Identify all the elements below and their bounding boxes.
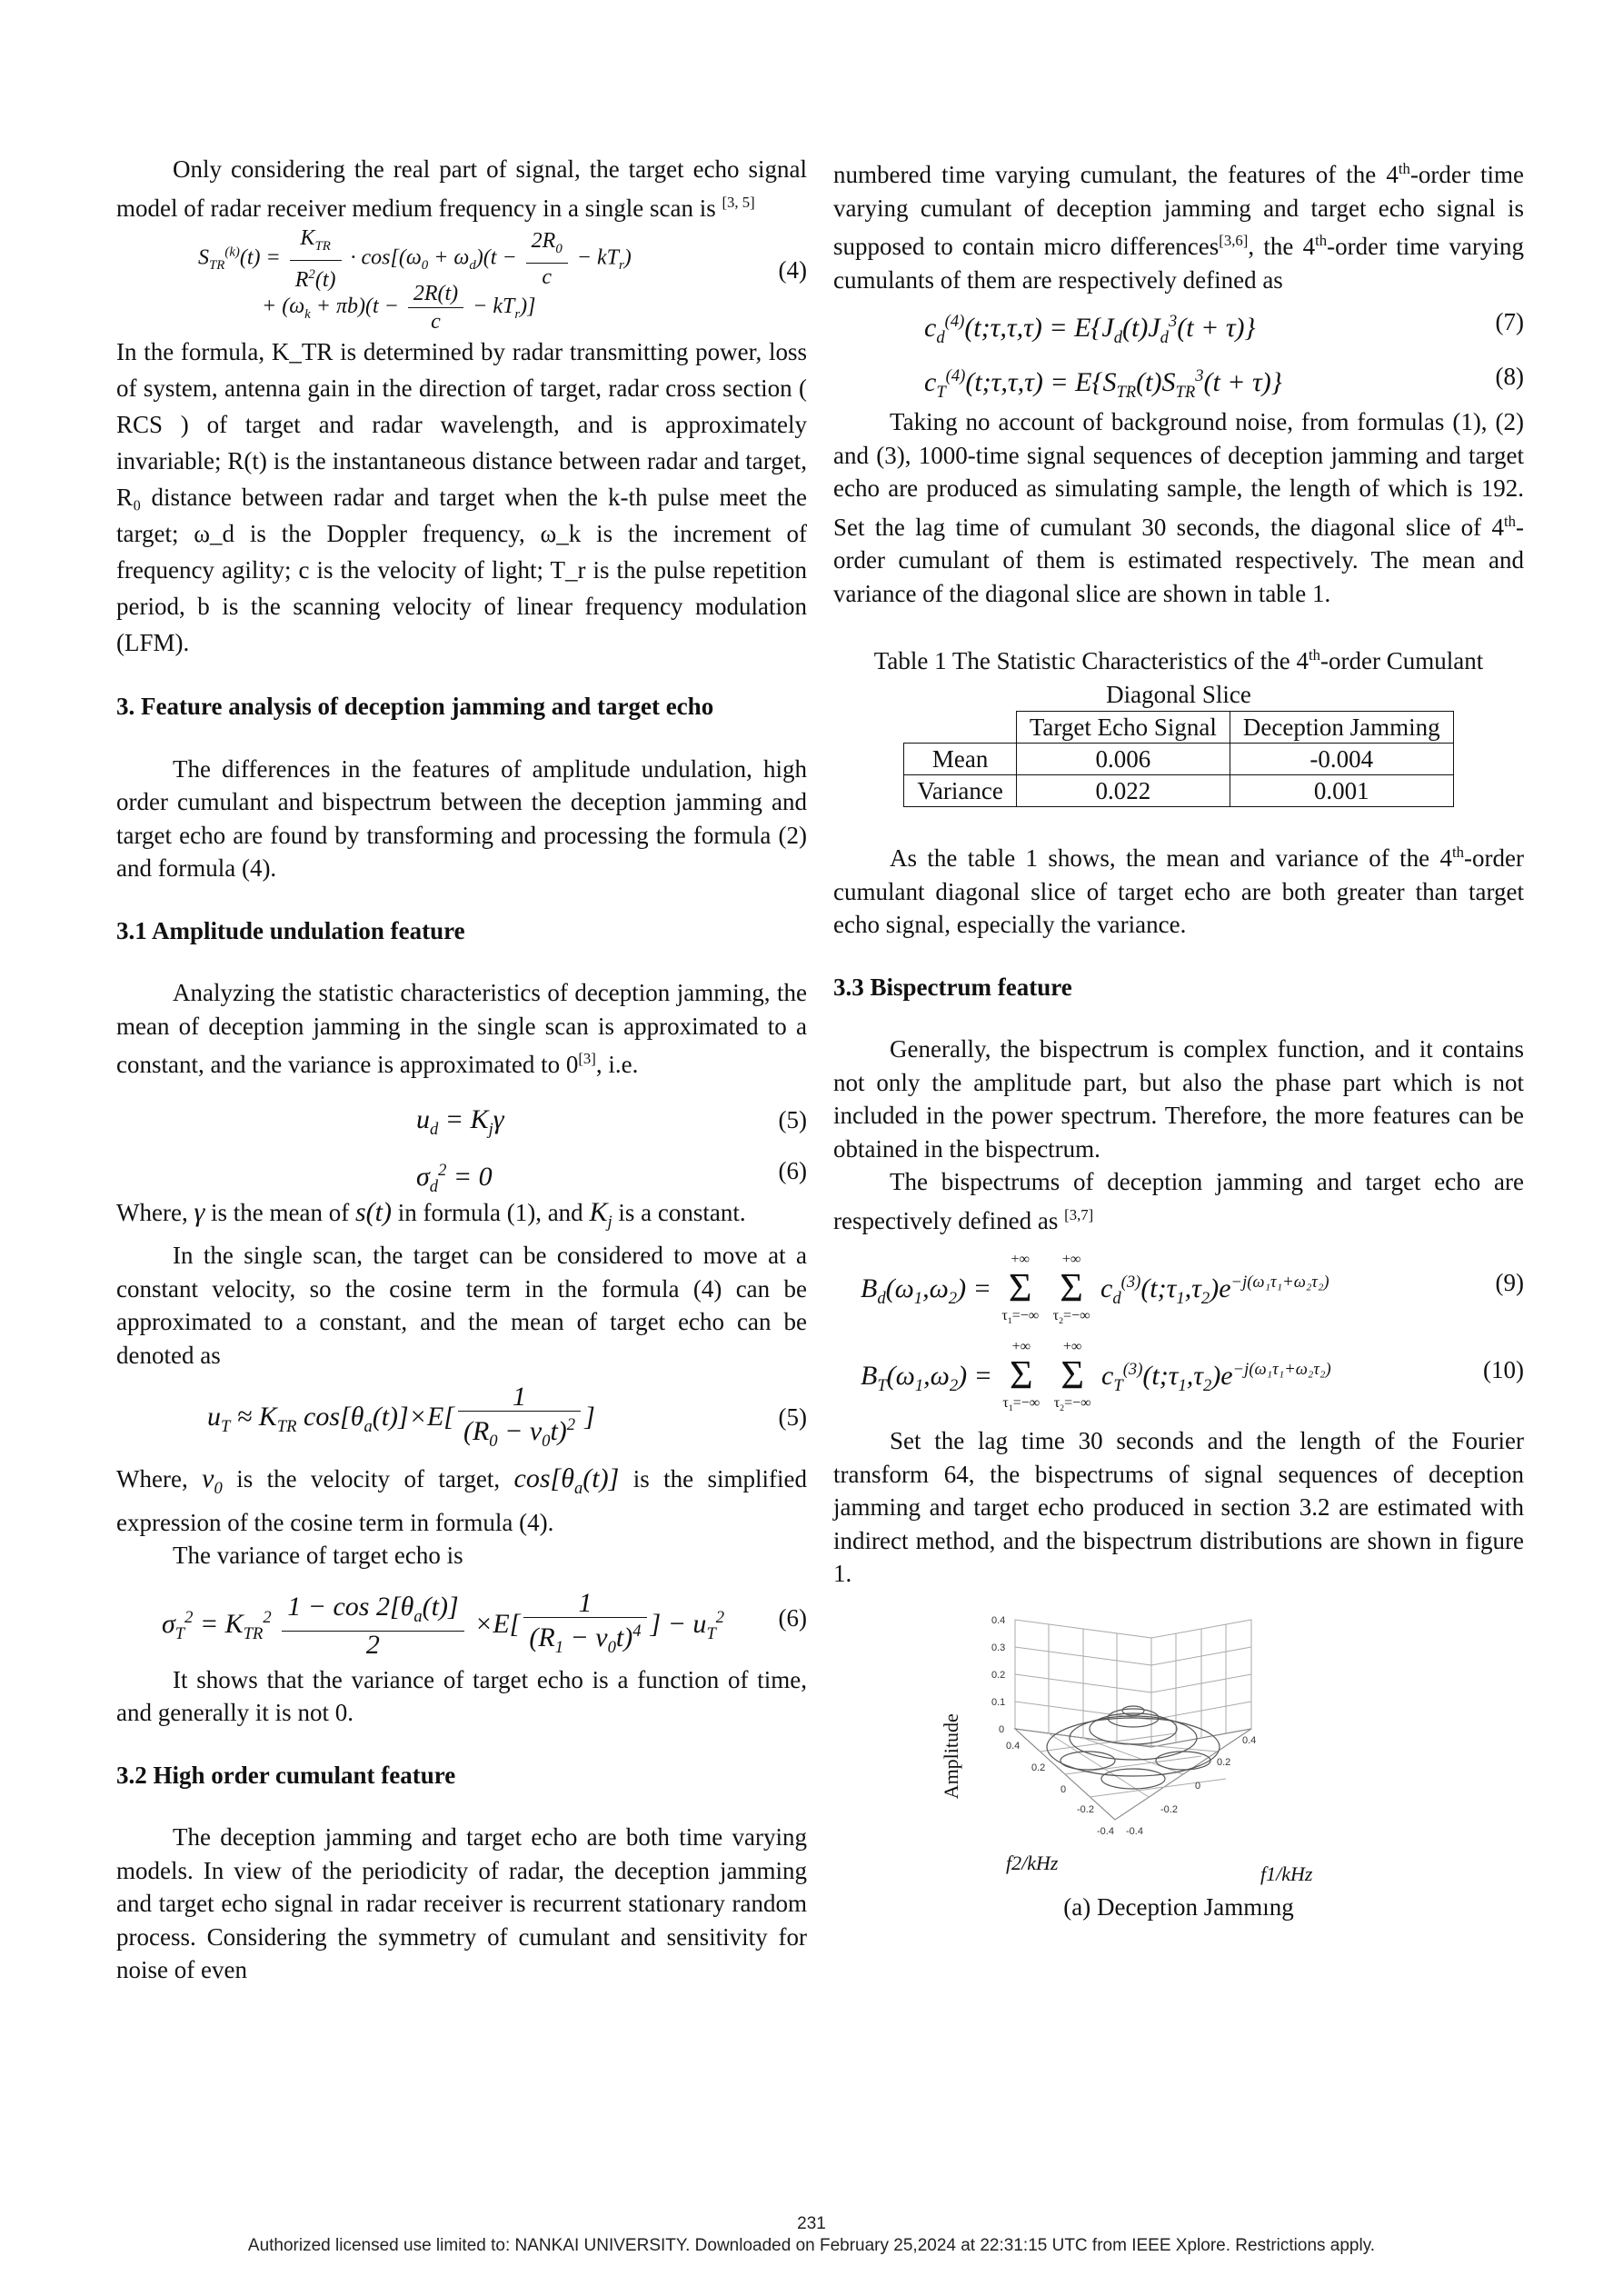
paragraph-signal-model: Only considering the real part of signal, the target echo signal model of radar receiver medium frequency in a single scan is [3, 5] [116, 155, 807, 222]
svg-text:-0.2: -0.2 [1077, 1803, 1094, 1815]
equation-5a: $u_d = K_j\gamma$ (5) [416, 1103, 807, 1139]
paragraph-bispectrum-estimation: Set the lag time 30 seconds and the length of the Fourier transform 64, the bispectrums of signal sequences of deception jamming and target echo produced in section 3.2 are estimated with indirect method, and the bispectrum distributions are shown in figure 1. [833, 1427, 1524, 1587]
svg-text:-0.4: -0.4 [1126, 1825, 1143, 1837]
equation-8: $c_T^{(4)}(t;\tau,\tau,\tau) = E\{S_{TR}(t)S_{TR}^3(t + \tau)\}$ (8) [924, 363, 1524, 402]
equation-7: $c_d^{(4)}(t;\tau,\tau,\tau) = E\{J_d(t)J_d^3(t + \tau)\}$ (7) [924, 308, 1524, 347]
svg-text:0: 0 [1195, 1780, 1201, 1792]
paragraph-where-velocity: Where, $v_0$ is the velocity of target, $\cos[\theta_a(t)]$ is the simplified expression of the cosine term in formula (4). [116, 1463, 808, 1536]
equation-6a: $\sigma_d^2 = 0$ (6) [416, 1156, 807, 1196]
equation-4-number: (4) [778, 256, 807, 284]
equation-4-line1: $S_{TR}^{(k)}(t)$ = $\frac{K_{TR}}{R^2(t)}$ · $\cos[(\omega_0 + \omega_d)(t$ − $\frac{2R_0}{c}$ − $kT_r$) [198, 226, 632, 292]
svg-text:0.3: 0.3 [991, 1642, 1006, 1653]
left-column [116, 153, 807, 1987]
equation-4 [116, 225, 807, 334]
paragraph-amplitude-analysis: Analyzing the statistic characteristics of deception jamming, the mean of deception jamming in the single scan is approximated to a constant, and the variance is approximated to 0[3], i.e. [116, 979, 807, 1078]
svg-text:-0.4: -0.4 [1097, 1825, 1114, 1837]
paragraph-bispectrum-definition: The bispectrums of deception jamming and target echo are respectively defined as [3,7] [833, 1168, 1524, 1234]
table-1 [903, 711, 1453, 807]
right-column [833, 153, 1524, 1923]
svg-text:0.2: 0.2 [1217, 1756, 1231, 1768]
paragraph-where-gamma: Where, γ is the mean of s(t) in formula (1), and $K_j$ is a constant. [116, 1196, 746, 1232]
table-row: Variance 0.022 0.001 [904, 775, 1453, 807]
paragraph-cumulant-definition: numbered time varying cumulant, the features of the 4th-order time varying cumulant of deception jamming and target echo signal is supposed to contain micro differences[3,6], the 4th-order time varying cumulants of them are respectively defined as [833, 160, 1524, 294]
figure-x-axis-label-left: f2/kHz [1006, 1851, 1059, 1874]
equation-10: $B_T(\omega_1,\omega_2)$ = +∞ Σ $\tau_1=-\infty$ +∞ Σ $\tau_2=-\infty$ $c_T^{(3)}(t;\tau_1,\tau_2)e^{-j(\omega_1\tau_1+\omega_2\tau_2)}$ (10) [861, 1339, 1524, 1414]
table-header-row [904, 712, 1453, 744]
figure-1a [833, 1611, 1524, 1883]
equation-4-line2: + $(\omega_k + \pi b)(t$ − $\frac{2R(t)}{c}$ − $kT_r$)] [262, 281, 536, 334]
table-header-target: Target Echo Signal [1016, 712, 1230, 744]
page-number: 231 [797, 2214, 826, 2233]
authorization-notice: Authorized licensed use limited to: NANKAI UNIVERSITY. Downloaded on February 25,2024 at 22:31:15 UTC from IEEE Xplore. Restrictions apply. [247, 2236, 1376, 2255]
section-3-2-heading: 3.2 High order cumulant feature [116, 1761, 456, 1789]
svg-text:0.2: 0.2 [991, 1669, 1006, 1681]
paragraph-variance-conclusion: It shows that the variance of target echo is a function of time, and generally it is not 0. [116, 1665, 807, 1726]
svg-text:0.4: 0.4 [1242, 1734, 1257, 1746]
svg-text:0.4: 0.4 [991, 1614, 1006, 1626]
figure-y-axis-label: Amplitude [939, 1712, 962, 1799]
paragraph-formula-explanation: In the formula, K_TR is determined by radar transmitting power, loss of system, antenna gain in the direction of target, radar cross section ( RCS ) of target and radar wavelength, and is approximately invariable; R(t) is the instantaneous distance between radar and target, R₀ distance between radar and target when the k-th pulse meet the target; ω_d is the Doppler frequency, ω_k is the increment of frequency agility; c is the velocity of light; T_r is the pulse repetition period, b is the scanning velocity of linear frequency modulation (LFM). [116, 338, 807, 656]
section-3-3-heading: 3.3 Bispectrum feature [833, 973, 1072, 1001]
equation-6b: $\sigma_T^2 = K_{TR}^2$ $\frac{1 - \cos 2[\theta_a(t)]}{2}$ ×E[ $\frac{1}{(R_1 - v_0t)^4}$ ] − $u_T^2$ (6) [162, 1588, 807, 1660]
figure-1a-caption: (a) Deception Jammıng [1063, 1892, 1294, 1921]
svg-text:0.4: 0.4 [1006, 1740, 1021, 1752]
bispectrum-plot [979, 1611, 1288, 1856]
figure-x-axis-label-right: f1/kHz [1260, 1862, 1313, 1885]
table-1-caption: Table 1 The Statistic Characteristics of the 4th-order Cumulant Diagonal Slice [873, 646, 1484, 708]
paragraph-table-analysis: As the table 1 shows, the mean and variance of the 4th-order cumulant diagonal slice of target echo are both greater than target echo signal, especially the variance. [833, 844, 1524, 938]
svg-text:0: 0 [1060, 1783, 1067, 1795]
equation-9: $B_d(\omega_1,\omega_2)$ = +∞ Σ $\tau_1=-\infty$ +∞ Σ $\tau_2=-\infty$ $c_d^{(3)}(t;\tau_1,\tau_2)e^{-j(\omega_1\tau_1+\omega_2\tau_2)}$ (9) [861, 1252, 1524, 1327]
paragraph-bispectrum-general: Generally, the bispectrum is complex function, and it contains not only the amplitude part, but also the phase part which is not included in the power spectrum. Therefore, the more features can be obtained in the bispectrum. [833, 1035, 1524, 1163]
equation-5b: $u_T \approx K_{TR}$ $\cos[\theta_a(t)]\times E$[ $\frac{1}{(R_0 - v_0t)^2}$ ] (5) [207, 1381, 807, 1451]
paragraph-simulation: Taking no account of background noise, from formulas (1), (2) and (3), 1000-time signal sequences of deception jamming and target echo are produced as simulating sample, the length of which is 192. Set the lag time of cumulant 30 seconds, the diagonal slice of 4th-order cumulant of them is estimated respectively. The mean and variance of the diagonal slice are shown in table 1. [833, 408, 1524, 607]
svg-text:0: 0 [999, 1723, 1005, 1735]
section-3-1-heading: 3.1 Amplitude undulation feature [116, 916, 465, 944]
table-header-deception: Deception Jamming [1230, 712, 1453, 744]
table-row: Mean 0.006 -0.004 [904, 744, 1453, 775]
paragraph-constant-velocity: In the single scan, the target can be considered to move at a constant velocity, so the cosine term in the formula (4) can be approximated to a constant, and the mean of target echo can be denoted as [116, 1242, 807, 1369]
svg-text:0.2: 0.2 [1031, 1762, 1046, 1773]
svg-text:-0.2: -0.2 [1160, 1803, 1178, 1815]
section-3-heading: 3. Feature analysis of deception jamming and target echo [116, 693, 714, 720]
paragraph-feature-differences: The differences in the features of amplitude undulation, high order cumulant and bispectrum between the deception jamming and target echo are found by transforming and processing the formula (2) and formula (4). [116, 754, 807, 882]
paragraph-time-varying: The deception jamming and target echo are both time varying models. In view of the periodicity of radar, the deception jamming and target echo signal in radar receiver is recurrent stationary random process. Considering the symmetry of cumulant and sensitivity for noise of even [116, 1823, 807, 1983]
svg-text:0.1: 0.1 [991, 1696, 1006, 1708]
paragraph-variance-intro: The variance of target echo is [173, 1542, 463, 1569]
